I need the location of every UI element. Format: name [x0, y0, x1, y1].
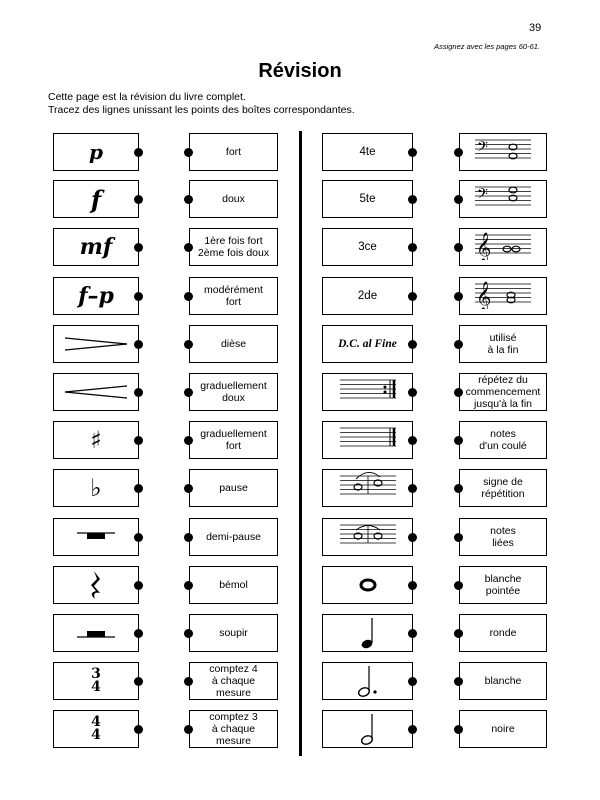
- definition-text: utilisé à la fin: [487, 332, 519, 356]
- column2-box: [189, 228, 278, 266]
- dynamic-p-symbol: p: [89, 140, 103, 164]
- column3-box: [322, 662, 413, 700]
- connection-dot[interactable]: [134, 340, 143, 349]
- connection-dot[interactable]: [184, 340, 193, 349]
- treble-clef-interval-icon: [473, 230, 533, 265]
- column4-box: [459, 614, 547, 652]
- time-signature-top: 3: [91, 666, 101, 682]
- time-signature: [91, 716, 101, 742]
- connection-dot[interactable]: [134, 484, 143, 493]
- connection-dot[interactable]: [134, 436, 143, 445]
- interval-label: 5te: [359, 193, 376, 205]
- column1-box: [53, 228, 139, 266]
- page-title: Révision: [258, 60, 342, 82]
- connection-dot[interactable]: [454, 725, 463, 734]
- bass-clef-interval-icon: [473, 182, 533, 217]
- column4-box: [459, 421, 547, 459]
- connection-dot[interactable]: [454, 436, 463, 445]
- definition-text: demi-pause: [206, 531, 261, 543]
- connection-dot[interactable]: [184, 725, 193, 734]
- instruction-line-1: Cette page est la révision du livre complet.: [48, 91, 246, 103]
- column3-box: [322, 614, 413, 652]
- definition-text: dièse: [220, 338, 247, 350]
- column4-box: [459, 133, 547, 171]
- connection-dot[interactable]: [134, 148, 143, 157]
- column4-box: [459, 325, 547, 363]
- column3-box: [322, 710, 413, 748]
- connection-dot[interactable]: [454, 484, 463, 493]
- column1-box: [53, 373, 139, 411]
- column2-box: [189, 373, 278, 411]
- definition-text: blanche pointée: [484, 573, 522, 597]
- assignment-note: Assignez avec les pages 60-61.: [434, 42, 540, 51]
- connection-dot[interactable]: [184, 484, 193, 493]
- connection-dot[interactable]: [134, 581, 143, 590]
- time-signature: [91, 668, 101, 694]
- column2-box: [189, 180, 278, 218]
- final-barline-icon: [338, 423, 398, 458]
- svg-text:𝄞: 𝄞: [476, 232, 492, 260]
- definition-text: bémol: [219, 579, 248, 591]
- connection-dot[interactable]: [408, 340, 417, 349]
- column1-box: [53, 133, 139, 171]
- instruction-line-2: Tracez des lignes unissant les points des boîtes correspondantes.: [48, 104, 355, 116]
- connection-dot[interactable]: [408, 148, 417, 157]
- definition-text: modérément fort: [204, 284, 263, 308]
- whole-note-icon: [358, 578, 378, 592]
- column2-box: [189, 662, 278, 700]
- connection-dot[interactable]: [408, 292, 417, 301]
- quarter-note-icon: [358, 616, 378, 650]
- column4-box: [459, 662, 547, 700]
- interval-label: 2de: [357, 290, 378, 302]
- svg-text:𝄢: 𝄢: [477, 185, 488, 206]
- column4-box: [459, 180, 547, 218]
- dynamic-f-symbol: f: [90, 184, 102, 214]
- connection-dot[interactable]: [184, 436, 193, 445]
- column3-box: [322, 277, 413, 315]
- time-signature-bottom: 4: [91, 727, 101, 743]
- column1-box: [53, 325, 139, 363]
- column4-box: [459, 710, 547, 748]
- connection-dot[interactable]: [184, 148, 193, 157]
- flat-icon: ♭: [90, 474, 102, 502]
- treble-clef-interval-icon: [473, 279, 533, 314]
- connection-dot[interactable]: [408, 629, 417, 638]
- column2-box: [189, 469, 278, 507]
- column3-box: [322, 518, 413, 556]
- definition-text: comptez 3 à chaque mesure: [209, 711, 258, 747]
- column3-box: [322, 180, 413, 218]
- column2-box: [189, 614, 278, 652]
- connection-dot[interactable]: [184, 195, 193, 204]
- column1-box: [53, 710, 139, 748]
- column3-box: [322, 133, 413, 171]
- connection-dot[interactable]: [454, 677, 463, 686]
- slurred-notes-icon: [338, 471, 398, 506]
- column3-box: [322, 566, 413, 604]
- column4-box: [459, 469, 547, 507]
- svg-text:𝄢: 𝄢: [477, 138, 488, 159]
- connection-dot[interactable]: [454, 195, 463, 204]
- column2-box: [189, 325, 278, 363]
- column1-box: [53, 180, 139, 218]
- column1-box: [53, 518, 139, 556]
- connection-dot[interactable]: [134, 388, 143, 397]
- bass-clef-interval-icon: [473, 135, 533, 170]
- connection-dot[interactable]: [454, 388, 463, 397]
- connection-dot[interactable]: [454, 243, 463, 252]
- definition-text: soupir: [219, 627, 248, 639]
- column4-box: [459, 228, 547, 266]
- dotted-half-note-icon: [355, 664, 381, 698]
- connection-dot[interactable]: [134, 629, 143, 638]
- column2-box: [189, 566, 278, 604]
- interval-label: 4te: [359, 146, 376, 158]
- column2-box: [189, 277, 278, 315]
- definition-text: notes d'un coulé: [479, 428, 527, 452]
- sharp-icon: ♯: [90, 426, 102, 454]
- connection-dot[interactable]: [184, 388, 193, 397]
- connection-dot[interactable]: [134, 292, 143, 301]
- column4-box: [459, 518, 547, 556]
- definition-text: pause: [219, 482, 248, 494]
- connection-dot[interactable]: [184, 243, 193, 252]
- connection-dot[interactable]: [454, 340, 463, 349]
- column-divider: [299, 131, 302, 756]
- connection-dot[interactable]: [454, 629, 463, 638]
- half-note-icon: [358, 712, 378, 746]
- definition-text: comptez 4 à chaque mesure: [209, 663, 258, 699]
- connection-dot[interactable]: [184, 677, 193, 686]
- connection-dot[interactable]: [184, 533, 193, 542]
- connection-dot[interactable]: [454, 533, 463, 542]
- half-rest-icon: [71, 623, 121, 643]
- column4-box: [459, 566, 547, 604]
- column1-box: [53, 662, 139, 700]
- repeat-sign-icon: [338, 375, 398, 410]
- definition-text: signe de répétition: [481, 476, 525, 500]
- tied-notes-icon: [338, 520, 398, 555]
- definition-text: notes liées: [490, 525, 516, 549]
- connection-dot[interactable]: [408, 436, 417, 445]
- column1-box: [53, 614, 139, 652]
- column2-box: [189, 133, 278, 171]
- definition-text: graduellement fort: [200, 428, 267, 452]
- connection-dot[interactable]: [408, 484, 417, 493]
- connection-dot[interactable]: [454, 581, 463, 590]
- connection-dot[interactable]: [408, 725, 417, 734]
- crescendo-icon: [61, 382, 131, 402]
- connection-dot[interactable]: [184, 629, 193, 638]
- connection-dot[interactable]: [408, 581, 417, 590]
- column3-box: [322, 228, 413, 266]
- column2-box: [189, 421, 278, 459]
- whole-rest-icon: [71, 527, 121, 547]
- connection-dot[interactable]: [134, 725, 143, 734]
- definition-text: blanche: [484, 675, 522, 687]
- column1-box: [53, 469, 139, 507]
- definition-text: graduellement doux: [200, 380, 267, 404]
- connection-dot[interactable]: [408, 677, 417, 686]
- definition-text: ronde: [489, 627, 517, 639]
- connection-dot[interactable]: [408, 388, 417, 397]
- dynamic-mf-symbol: mf: [79, 234, 113, 260]
- decrescendo-icon: [61, 334, 131, 354]
- column3-box: [322, 469, 413, 507]
- connection-dot[interactable]: [454, 148, 463, 157]
- definition-text: 1ère fois fort 2ème fois doux: [197, 235, 270, 259]
- svg-text:𝄞: 𝄞: [476, 281, 492, 309]
- column2-box: [189, 710, 278, 748]
- column1-box: [53, 421, 139, 459]
- definition-text: répétez du commencement jusqu'à la fin: [465, 374, 541, 410]
- interval-label: 3ce: [358, 241, 377, 253]
- column4-box: [459, 373, 547, 411]
- page-number: 39: [529, 22, 542, 34]
- connection-dot[interactable]: [408, 243, 417, 252]
- column3-box: [322, 421, 413, 459]
- connection-dot[interactable]: [134, 243, 143, 252]
- quarter-rest-icon: [86, 569, 106, 601]
- connection-dot[interactable]: [134, 677, 143, 686]
- column3-box: [322, 373, 413, 411]
- dynamic-f-p-symbol: f–p: [78, 283, 114, 309]
- column1-box: [53, 566, 139, 604]
- definition-text: noire: [491, 723, 515, 735]
- column2-box: [189, 518, 278, 556]
- connection-dot[interactable]: [408, 533, 417, 542]
- connection-dot[interactable]: [408, 195, 417, 204]
- connection-dot[interactable]: [184, 581, 193, 590]
- column3-box: [322, 325, 413, 363]
- column1-box: [53, 277, 139, 315]
- connection-dot[interactable]: [134, 195, 143, 204]
- connection-dot[interactable]: [184, 292, 193, 301]
- column4-box: [459, 277, 547, 315]
- definition-text: doux: [222, 193, 245, 205]
- connection-dot[interactable]: [134, 533, 143, 542]
- time-signature-bottom: 4: [91, 679, 101, 695]
- dc-al-fine-label: D.C. al Fine: [338, 338, 397, 350]
- definition-text: fort: [225, 146, 242, 158]
- connection-dot[interactable]: [454, 292, 463, 301]
- time-signature-top: 4: [91, 714, 101, 730]
